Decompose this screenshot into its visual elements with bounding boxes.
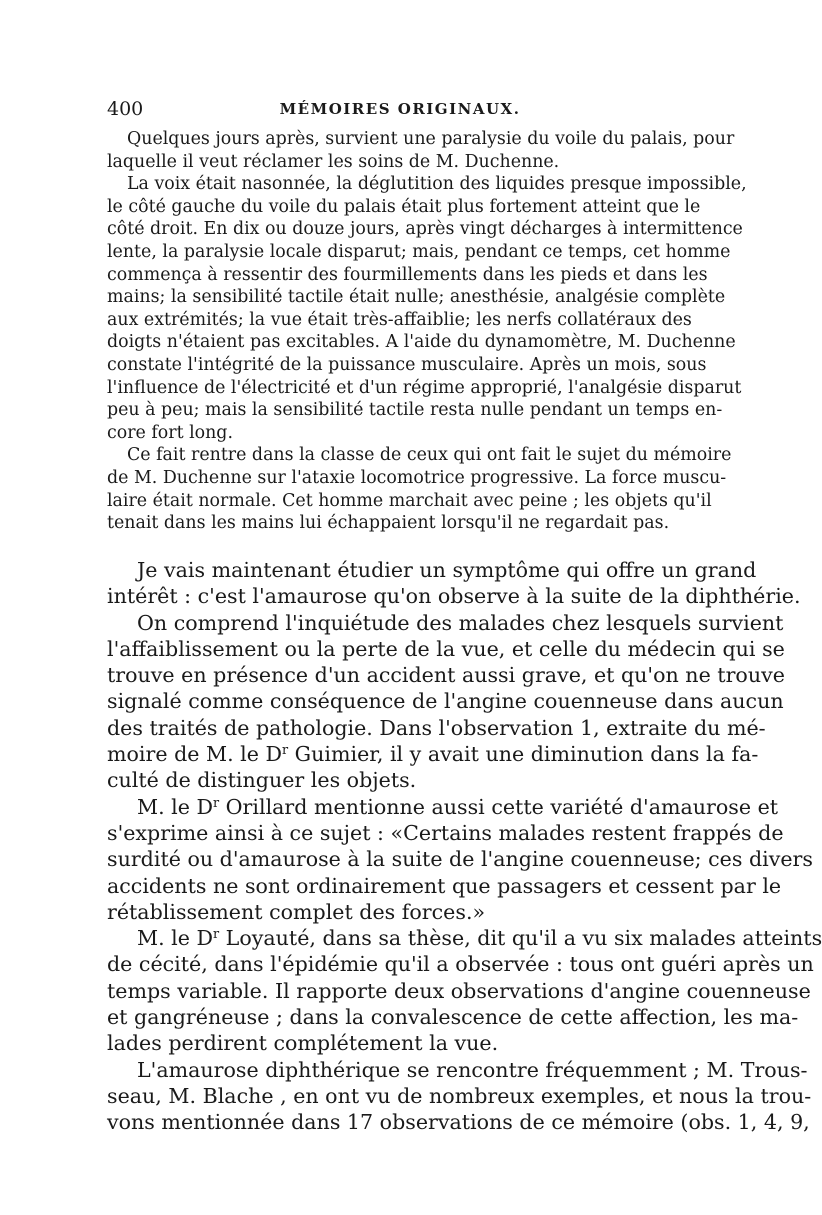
text-line: de cécité, dans l'épidémie qu'il a observée : tous ont guéri après un	[107, 952, 814, 977]
text-line: temps variable. Il rapporte deux observations d'angine couenneuse	[107, 978, 811, 1003]
text-line: côté droit. En dix ou douze jours, après vingt décharges à intermittence	[107, 219, 743, 240]
text-line: surdité ou d'amaurose à la suite de l'angine couenneuse; ces divers	[107, 847, 813, 872]
text-line: Ce fait rentre dans la classe de ceux qui ont fait le sujet du mémoire	[127, 445, 732, 466]
text-line: et gangréneuse ; dans la convalescence de cette affection, les ma-	[107, 1005, 799, 1030]
text-line: laire était normale. Cet homme marchait avec peine ; les objets qu'il	[107, 490, 712, 511]
text-fragment: Guimier, il y avait une diminution dans la fa-	[288, 742, 759, 767]
case-text-block	[107, 128, 747, 535]
text-line: intérêt : c'est l'amaurose qu'on observe à la suite de la diphthérie.	[107, 584, 801, 609]
text-fragment: Loyauté, dans sa thèse, dit qu'il a vu six malades atteints	[219, 926, 822, 951]
page-header	[107, 98, 693, 122]
text-line: le côté gauche du voile du palais était plus fortement atteint que le	[107, 196, 701, 217]
text-line: trouve en présence d'un accident aussi grave, et qu'on ne trouve	[107, 663, 785, 688]
text-line: laquelle il veut réclamer les soins de M. Duchenne.	[107, 151, 560, 172]
text-fragment: Orillard mentionne aussi cette variété d'amaurose et	[219, 794, 779, 819]
text-line: rétablissement complet des forces.»	[107, 899, 486, 924]
text-line: commença à ressentir des fourmillements dans les pieds et dans les	[107, 264, 708, 285]
body-text-block	[107, 557, 822, 1136]
text-line: Je vais maintenant étudier un symptôme qui offre un grand	[137, 558, 757, 582]
text-fragment: M. le D	[137, 794, 214, 819]
text-line: On comprend l'inquiétude des malades chez lesquels survient	[137, 610, 784, 635]
text-line: de M. Duchenne sur l'ataxie locomotrice progressive. La force muscu-	[107, 467, 727, 488]
superscript: r	[282, 743, 289, 759]
text-line	[107, 925, 822, 951]
text-line: lades perdirent complétement la vue.	[107, 1031, 499, 1056]
text-line: signalé comme conséquence de l'angine couenneuse dans aucun	[107, 689, 784, 714]
text-line: Quelques jours après, survient une paralysie du voile du palais, pour	[127, 129, 735, 149]
text-line: tenait dans les mains lui échappaient lorsqu'il ne regardait pas.	[107, 513, 670, 534]
text-line: lente, la paralysie locale disparut; mais, pendant ce temps, cet homme	[107, 241, 731, 262]
text-line: s'exprime ainsi à ce sujet : «Certains malades restent frappés de	[107, 820, 784, 845]
text-line: culté de distinguer les objets.	[107, 768, 417, 793]
text-line	[107, 794, 779, 820]
text-line: vons mentionnée dans 17 observations de ce mémoire (obs. 1, 4, 9,	[107, 1110, 810, 1135]
text-line: core fort long.	[107, 422, 233, 443]
text-fragment: M. le D	[137, 926, 214, 951]
text-line: seau, M. Blache , en ont vu de nombreux exemples, et nous la trou-	[107, 1083, 812, 1108]
text-line: l'influence de l'électricité et d'un régime approprié, l'analgésie disparut	[107, 377, 742, 398]
text-line: accidents ne sont ordinairement que passagers et cessent par le	[107, 873, 782, 898]
text-fragment: moire de M. le D	[107, 742, 283, 767]
page-number: 400	[107, 98, 144, 120]
text-line	[107, 741, 759, 767]
text-line: doigts n'étaient pas excitables. A l'aide du dynamomètre, M. Duchenne	[107, 332, 736, 353]
text-line: constate l'intégrité de la puissance musculaire. Après un mois, sous	[107, 354, 707, 375]
text-line: des traités de pathologie. Dans l'observation 1, extraite du mé-	[107, 715, 766, 740]
running-head: MÉMOIRES ORIGINAUX.	[279, 100, 521, 118]
text-line: aux extrémités; la vue était très-affaiblie; les nerfs collatéraux des	[107, 309, 692, 330]
text-line: peu à peu; mais la sensibilité tactile resta nulle pendant un temps en-	[107, 400, 723, 421]
text-line: l'affaiblissement ou la perte de la vue, et celle du médecin qui se	[107, 636, 785, 661]
superscript: r	[213, 795, 220, 811]
superscript: r	[213, 927, 220, 943]
text-line: mains; la sensibilité tactile était nulle; anesthésie, analgésie complète	[107, 287, 726, 308]
text-line: La voix était nasonnée, la déglutition des liquides presque impossible,	[127, 174, 747, 195]
text-line: L'amaurose diphthérique se rencontre fréquemment ; M. Trous-	[137, 1057, 808, 1082]
